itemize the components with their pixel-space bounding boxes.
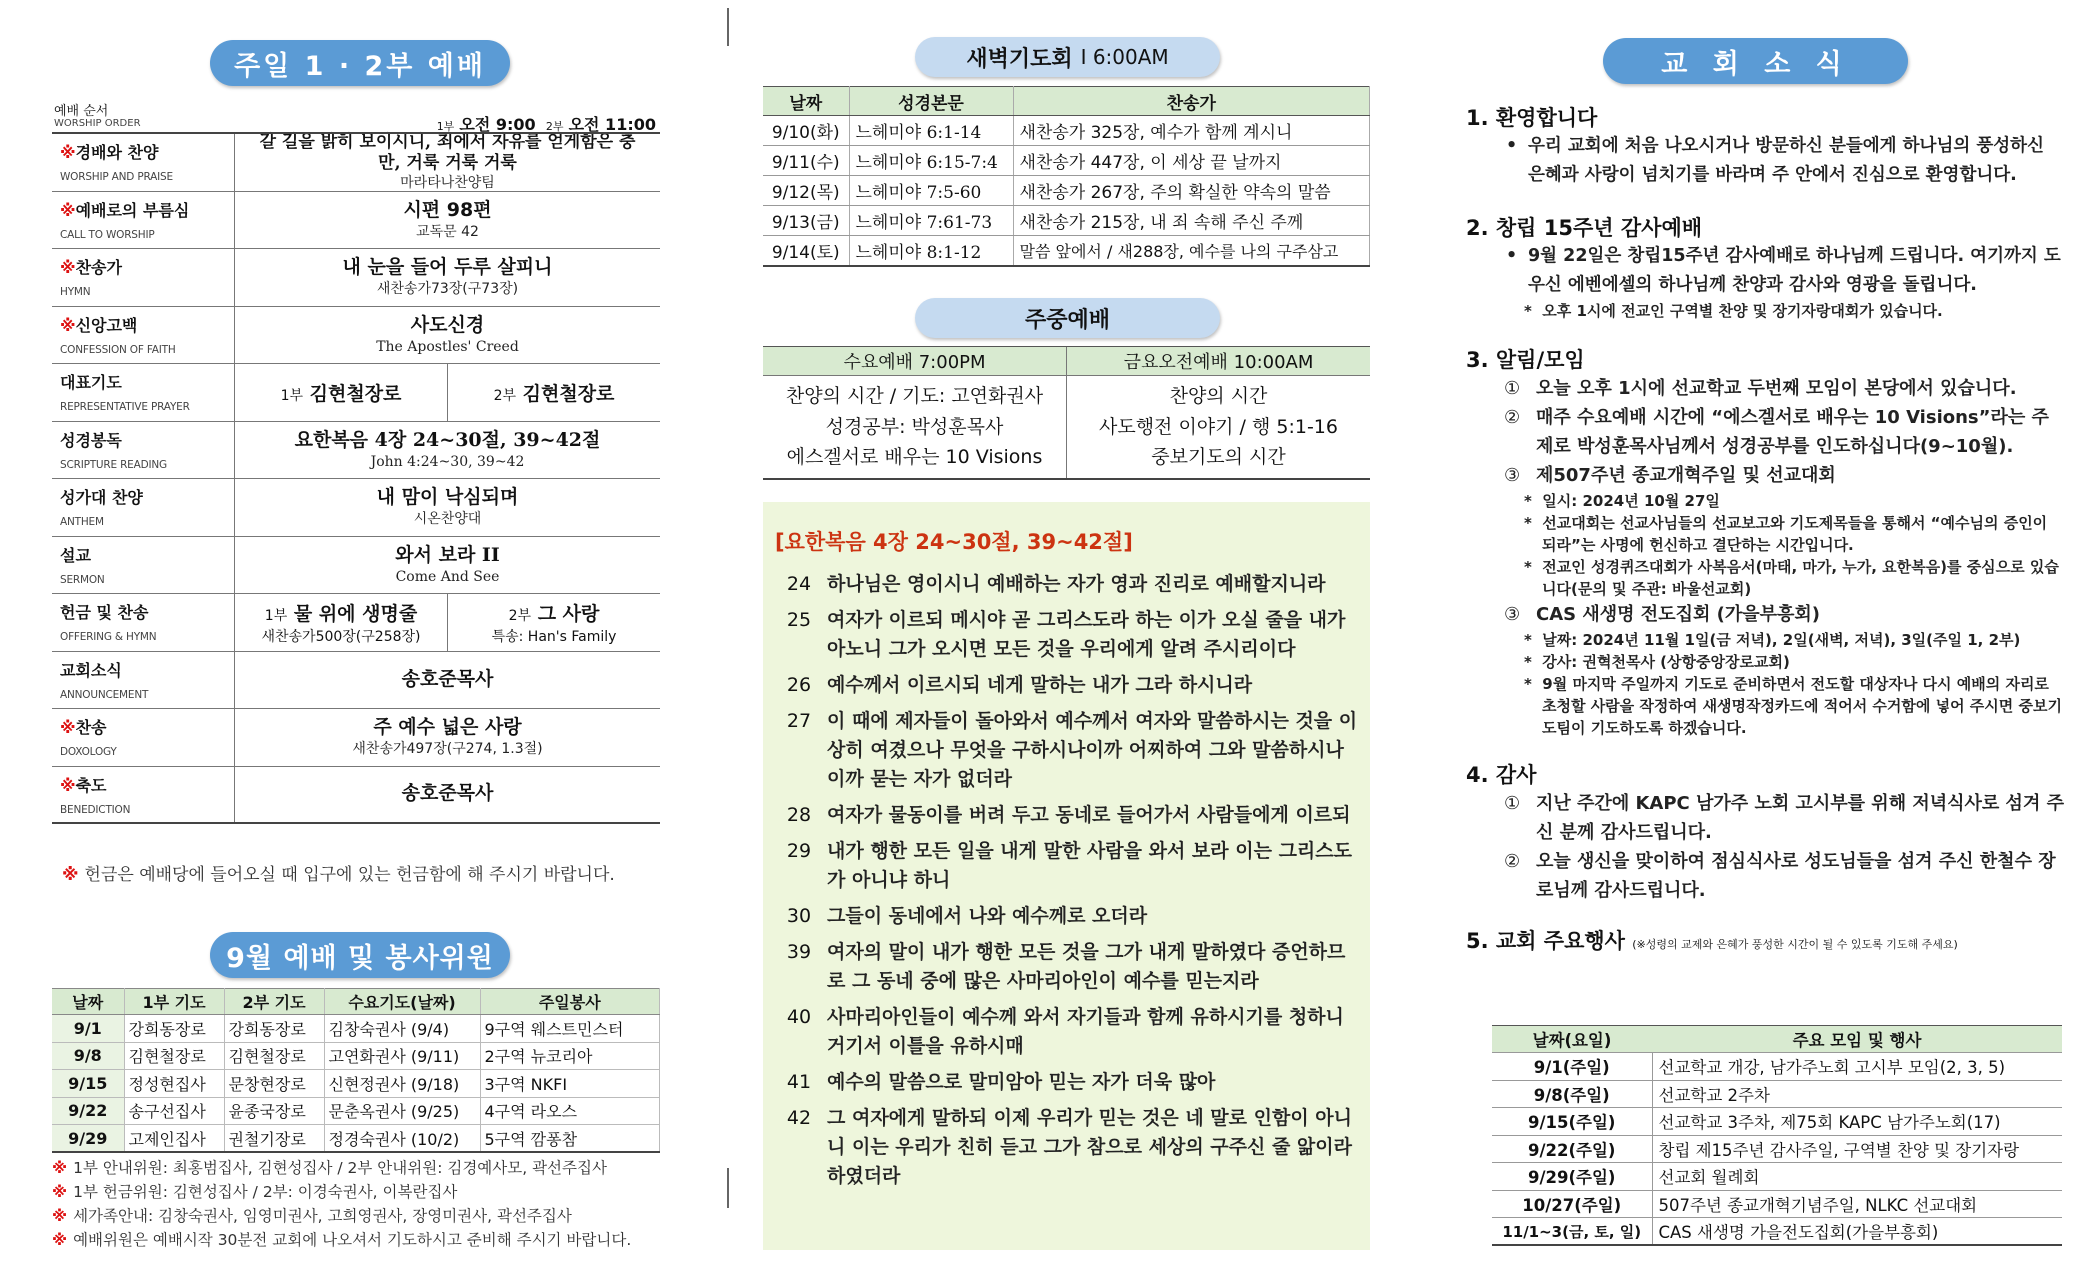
news-item: • 9월 22일은 창립15주년 감사예배로 하나님께 드립니다. 여기까지 도우신 에벤에셀의 하나님께 찬양과 감사와 영광을 돌립니다. bbox=[1506, 246, 2061, 295]
news-subitem: * 일시: 2024년 10월 27일 bbox=[1524, 492, 1720, 510]
news-subitem: * 9월 마지막 주일까지 기도로 준비하면서 전도할 대상자나 다시 예배의 자리로 초청할 사람을 작정하여 새생명작정카드에 적어서 수거함에 넣어 주시면 중보기도팀이 기도하도록 하겠습니다. bbox=[1524, 675, 2062, 737]
table-row: 9/1 강희동장로 강희동장로 김창숙권사 (9/4) 9구역 웨스트민스터 bbox=[52, 1015, 660, 1043]
news-item: ③ 제507주년 종교개혁주일 및 선교대회 bbox=[1504, 465, 1836, 486]
offering-note: ※ 헌금은 예배당에 들어오실 때 입구에 있는 헌금함에 해 주시기 바랍니다. bbox=[62, 865, 615, 885]
table-row: 9/1(주일) 선교학교 개강, 남가주노회 고시부 모임(2, 3, 5) bbox=[1492, 1053, 2062, 1081]
news-subitem: * 선교대회는 선교사님들의 선교보고와 기도제목들을 통해서 “예수님의 증인이 되라”는 사명에 헌신하고 결단하는 시간입니다. bbox=[1524, 514, 2048, 554]
scripture-title: [요한복음 4장 24~30절, 39~42절] bbox=[775, 530, 1133, 554]
news-item: ① 지난 주간에 KAPC 남가주 노회 고시부를 위해 저녁식사로 섬겨 주신 분께 감사드립니다. bbox=[1504, 793, 2064, 843]
verse: 27 이 때에 제자들이 돌아와서 예수께서 여자와 말씀하시는 것을 이상히 여겼으나 무엇을 구하시나이까 어찌하여 그와 말씀하시나이까 묻는 자가 없더라 bbox=[786, 710, 1358, 790]
table-row: 9/10(화) 느헤미야 6:1-14 새찬송가 325장, 예수가 함께 계시니 bbox=[763, 116, 1370, 146]
worship-row: 성가대 찬양 ANTHEM 내 맘이 낙심되며 시온찬양대 bbox=[52, 479, 660, 537]
worship-title-banner: 주일 1 · 2부 예배 bbox=[210, 40, 510, 86]
table-row: 9/12(목) 느헤미야 7:5-60 새찬송가 267장, 주의 확실한 약속의 말씀 bbox=[763, 176, 1370, 206]
news-heading: 3. 알림/모임 bbox=[1466, 348, 1585, 372]
news-subitem: * 오후 1시에 전교인 구역별 찬양 및 장기자랑대회가 있습니다. bbox=[1524, 302, 1943, 320]
order-label: 예배 순서 bbox=[54, 104, 109, 119]
verse: 41 예수의 말씀으로 말미암아 믿는 자가 더욱 많아 bbox=[786, 1071, 1216, 1093]
worship-order-table bbox=[52, 98, 660, 824]
table-row: 10/27(주일) 507주년 종교개혁기념주일, NLKC 선교대회 bbox=[1492, 1190, 2062, 1218]
news-item: ① 오늘 오후 1시에 선교학교 두번째 모임이 본당에서 있습니다. bbox=[1504, 378, 2017, 399]
duty-table: 날짜 1부 기도 2부 기도 수요기도(날짜) 주일봉사 9/1 강희동장로 강희동장로 김창숙권사 (9/4) 9구역 웨스트민스터 9/8 김현철장로 김현철장로 고연화권사 (9/11) 2구역 뉴코리아 9/15 정성현집사 문창현장로 신현정권사 (9/18) 3구역 NKFI 9/22 송구선집사 윤종국장로 문춘옥권사 (9/25) 4구역 라오스 9/29 고제인집사 권철기장로 정경숙권사 (10/2) 5구역 깜퐁참 bbox=[52, 988, 660, 1153]
table-row: 9/22 송구선집사 윤종국장로 문춘옥권사 (9/25) 4구역 라오스 bbox=[52, 1097, 660, 1125]
worship-row: ※ 찬송 DOXOLOGY 주 예수 넓은 사랑 새찬송가497장(구274, 1.3절) bbox=[52, 709, 660, 767]
news-item: ② 매주 수요예배 시간에 “에스겔서로 배우는 10 Visions”라는 주제로 박성훈목사님께서 성경공부를 인도하십니다(9~10월). bbox=[1504, 407, 2049, 457]
verse: 25 여자가 이르되 메시야 곧 그리스도라 하는 이가 오실 줄을 내가 아노니 그가 오시면 모든 것을 우리에게 알려 주시리이다 bbox=[786, 609, 1346, 660]
worship-row: 교회소식 ANNOUNCEMENT 송호준목사 bbox=[52, 652, 660, 710]
news-title-banner: 교 회 소 식 bbox=[1603, 38, 1908, 84]
duty-note: ※ 1부 안내위원: 최홍범집사, 김현성집사 / 2부 안내위원: 김경예사모, 곽선주집사 bbox=[52, 1159, 607, 1177]
news-subitem: * 강사: 권혁천목사 (상항중앙장로교회) bbox=[1524, 653, 1790, 671]
table-row: 9/8(주일) 선교학교 2주차 bbox=[1492, 1080, 2062, 1108]
scripture-box bbox=[763, 502, 1370, 1250]
duty-note: ※ 세가족안내: 김창숙권사, 임영미권사, 고희영권사, 장영미권사, 곽선주집사 bbox=[52, 1207, 572, 1225]
news-heading: 4. 감사 bbox=[1466, 763, 1537, 787]
table-row: 9/11(수) 느헤미야 6:15-7:4 새찬송가 447장, 이 세상 끝 날까지 bbox=[763, 146, 1370, 176]
dawn-prayer-banner: 새벽기도회 I 6:00AM bbox=[915, 37, 1220, 77]
news-heading: 1. 환영합니다 bbox=[1466, 106, 1598, 130]
news-heading: 2. 창립 15주년 감사예배 bbox=[1466, 216, 1703, 240]
worship-row: ※ 예배로의 부름심 CALL TO WORSHIP 시편 98편 교독문 42 bbox=[52, 192, 660, 250]
table-row: 9/22(주일) 창립 제15주년 감사주일, 구역별 찬양 및 장기자랑 bbox=[1492, 1135, 2062, 1163]
verse: 29 내가 행한 모든 일을 내게 말한 사람을 와서 보라 이는 그리스도가 아니냐 하니 bbox=[786, 840, 1352, 891]
row-label: ※ 경배와 찬양 bbox=[60, 140, 234, 163]
verse: 30 그들이 동네에서 나와 예수께로 오더라 bbox=[786, 905, 1148, 927]
midweek-banner: 주중예배 bbox=[915, 298, 1220, 338]
worship-row: ※ 축도 BENEDICTION 송호준목사 bbox=[52, 767, 660, 825]
news-item: ② 오늘 생신을 맞이하여 점심식사로 성도님들을 섬겨 주신 한철수 장로님께 감사드립니다. bbox=[1504, 851, 2056, 901]
worship-row: ※ 찬송가 HYMN 내 눈을 들어 두루 살피니 새찬송가73장(구73장) bbox=[52, 249, 660, 307]
worship-row: 대표기도 REPRESENTATIVE PRAYER 1부 김현철장로 2부 김현철장로 bbox=[52, 364, 660, 422]
table-row: 9/29 고제인집사 권철기장로 정경숙권사 (10/2) 5구역 깜퐁참 bbox=[52, 1125, 660, 1153]
verse: 28 여자가 물동이를 버려 두고 동네로 들어가서 사람들에게 이르되 bbox=[786, 804, 1351, 826]
verse: 42 그 여자에게 말하되 이제 우리가 믿는 것은 네 말로 인함이 아니니 이는 우리가 친히 듣고 그가 참으로 세상의 구주신 줄 앎이라 하였더라 bbox=[786, 1107, 1352, 1187]
row-main: 갈 길을 밝히 보이시니, 죄에서 자유를 얻게함은 충만, 거룩 거룩 거룩 bbox=[259, 131, 636, 174]
news-item: • 우리 교회에 처음 나오시거나 방문하신 분들에게 하나님의 풍성하신 은혜과 사랑이 넘치기를 바라며 주 안에서 진심으로 환영합니다. bbox=[1506, 136, 2044, 185]
friday-service: 금요오전예배 10:00AM 찬양의 시간 사도행전 이야기 / 행 5:1-16 중보기도의 시간 bbox=[1067, 347, 1370, 478]
verse: 26 예수께서 이르시되 네게 말하는 내가 그라 하시니라 bbox=[786, 674, 1253, 696]
duty-note: ※ 예배위원은 예배시작 30분전 교회에 나오셔서 기도하시고 준비해 주시기 바랍니다. bbox=[52, 1231, 632, 1249]
worship-row: 성경봉독 SCRIPTURE READING 요한복음 4장 24~30절, 39~42절 John 4:24~30, 39~42 bbox=[52, 422, 660, 480]
midweek-table bbox=[763, 346, 1370, 480]
verse: 24 하나님은 영이시니 예배하는 자가 영과 진리로 예배할지니라 bbox=[786, 573, 1326, 595]
news-subitem: * 날짜: 2024년 11월 1일(금 저녁), 2일(새벽, 저녁), 3일(주일 1, 2부) bbox=[1524, 631, 2021, 649]
dawn-prayer-table: 날짜 성경본문 찬송가 9/10(화) 느헤미야 6:1-14 새찬송가 325장, 예수가 함께 계시니 9/11(수) 느헤미야 6:15-7:4 새찬송가 447장, 이 세상 끝 날까지 9/12(목) 느헤미야 7:5-60 새찬송가 267장, 주의 확실한 약속의 말씀 9/13(금) 느헤미야 7:61-73 새찬송가 215장, 내 죄 속해 주신 주께 9/14(토) 느헤미야 8:1-12 말씀 앞에서 / 새288장, 예수를 나의 구주삼고 bbox=[763, 86, 1370, 267]
news-subitem: * 전교인 성경퀴즈대회가 사복음서(마태, 마가, 누가, 요한복음)를 중심으로 있습니다(문의 및 주관: 바울선교회) bbox=[1524, 558, 2059, 598]
news-heading: 5. 교회 주요행사 (※성령의 교제와 은혜가 풍성한 시간이 될 수 있도록 기도해 주세요) bbox=[1466, 929, 1958, 953]
table-row: 9/15(주일) 선교학교 3주차, 제75회 KAPC 남가주노회(17) bbox=[1492, 1108, 2062, 1136]
service-times: 1부 오전 9:00 2부 오전 11:00 bbox=[436, 115, 656, 134]
table-row: 9/13(금) 느헤미야 7:61-73 새찬송가 215장, 내 죄 속해 주신 주께 bbox=[763, 206, 1370, 236]
worship-row: 헌금 및 찬송 OFFERING & HYMN 1부 물 위에 생명줄 새찬송가500장(구258장) 2부 그 사랑 특송: Han's Family bbox=[52, 594, 660, 652]
duty-note: ※ 1부 헌금위원: 김현성집사 / 2부: 이경숙권사, 이복란집사 bbox=[52, 1183, 458, 1201]
worship-order-header bbox=[52, 98, 660, 134]
column-divider bbox=[727, 1168, 729, 1208]
verse: 40 사마리아인들이 예수께 와서 자기들과 함께 유하시기를 청하니 거기서 이틀을 유하시매 bbox=[786, 1006, 1344, 1057]
events-table: 날짜(요일) 주요 모임 및 행사 9/1(주일) 선교학교 개강, 남가주노회 고시부 모임(2, 3, 5) 9/8(주일) 선교학교 2주차 9/15(주일) 선교학교 3주차, 제75회 KAPC 남가주노회(17) 9/22(주일) 창립 제15주년 감사주일, 구역별 찬양 및 장기자랑 9/29(주일) 선교회 월례회 10/27(주일) 507주년 종교개혁기념주일, NLKC 선교대회 11/1~3(금, 토, 일) CAS 새생명 가을전도집회(가을부흥회) bbox=[1492, 1025, 2062, 1246]
verse: 39 여자의 말이 내가 행한 모든 것을 그가 내게 말하였다 증언하므로 그 동네 중에 많은 사마리아인이 예수를 믿는지라 bbox=[786, 941, 1346, 992]
news-item: ③ CAS 새생명 전도집회 (가을부흥회) bbox=[1504, 604, 1821, 625]
table-row: 9/29(주일) 선교회 월례회 bbox=[1492, 1163, 2062, 1191]
table-row: 9/8 김현철장로 김현철장로 고연화권사 (9/11) 2구역 뉴코리아 bbox=[52, 1042, 660, 1070]
worship-row: ※ 경배와 찬양 WORSHIP AND PRAISE 갈 길을 밝히 보이시니, 죄에서 자유를 얻게함은 충만, 거룩 거룩 거룩 마라타나찬양팀 bbox=[52, 134, 660, 192]
church-news bbox=[1466, 96, 2066, 955]
column-divider bbox=[727, 8, 729, 46]
order-label-en: WORSHIP ORDER bbox=[54, 118, 141, 129]
duty-title-banner: 9월 예배 및 봉사위원 bbox=[210, 932, 510, 978]
table-row: 9/15 정성현집사 문창현장로 신현정권사 (9/18) 3구역 NKFI bbox=[52, 1070, 660, 1098]
worship-row: 설교 SERMON 와서 보라 II Come And See bbox=[52, 537, 660, 595]
worship-row: ※ 신앙고백 CONFESSION OF FAITH 사도신경 The Apostles' Creed bbox=[52, 307, 660, 365]
table-row: 9/14(토) 느헤미야 8:1-12 말씀 앞에서 / 새288장, 예수를 나의 구주삼고 bbox=[763, 236, 1370, 266]
table-row: 11/1~3(금, 토, 일) CAS 새생명 가을전도집회(가을부흥회) bbox=[1492, 1218, 2062, 1246]
wednesday-service: 수요예배 7:00PM 찬양의 시간 / 기도: 고연화권사 성경공부: 박성훈목사 에스겔서로 배우는 10 Visions bbox=[763, 347, 1067, 478]
